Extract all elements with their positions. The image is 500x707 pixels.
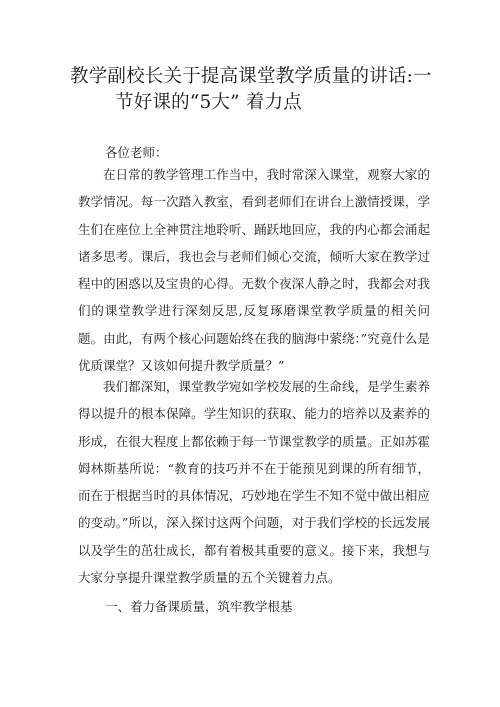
title-line-1: 教学副校长关于提高课堂教学质量的讲话:一 (70, 66, 432, 87)
document-title (70, 64, 440, 116)
body-paragraph-1: 在日常的教学管理工作当中，我时常深入课堂，观察大家的教学情况。每一次踏入教室，看到老师们在讲台上激情授课，学生们在座位上全神贯注地聆听、踊跃地回应，我的内心都会涌起诸多思考。课后，我也会与老师们倾心交流，倾听大家在教学过程中的困惑以及宝贵的心得。无数个夜深人静之时，我都会对我们的课堂教学进行深刻反思,反复琢磨课堂教学质量的相关问题。由此，有两个核心问题始终在我的脑海中萦绕：”究竟什么是优质课堂？又该如何提升教学质量？” (78, 167, 430, 374)
section-heading: 一、着力备课质量，筑牢教学根基 (105, 599, 293, 614)
salutation: 各位老师： (105, 145, 168, 160)
body-paragraph-2: 我们都深知，课堂教学宛如学校发展的生命线，是学生素养得以提升的根本保障。学生知识的获取、能力的培养以及素养的形成，在很大程度上都依赖于每一节课堂教学的质量。正如苏霍姆林斯基所说：“教育的技巧并不在于能预见到课的所有细节，而在于根据当时的具体情况，巧妙地在学生不知不觉中做出相应的变动。”所以，深入探讨这两个问题，对于我们学校的长远发展以及学生的茁壮成长，都有着极其重要的意义。接下来，我想与大家分享提升课堂教学质量的五个关键着力点。 (78, 379, 430, 586)
title-line-2: 节好课的“5大” 着力点 (115, 92, 302, 113)
